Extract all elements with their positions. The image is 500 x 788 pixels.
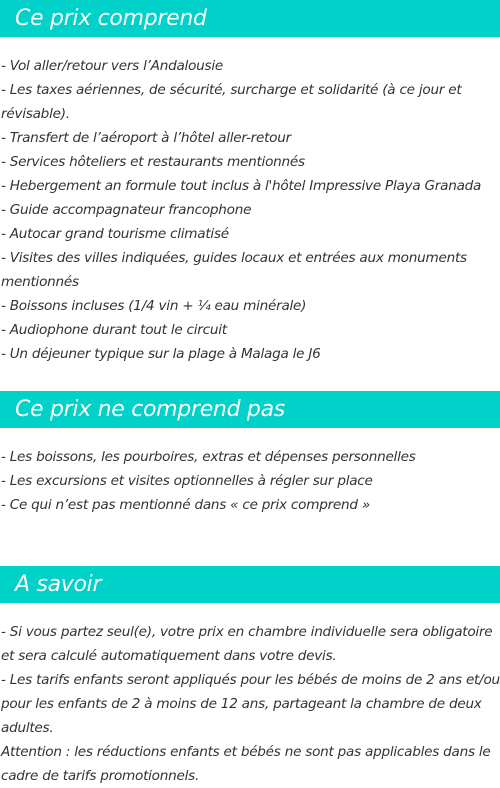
excludes-list [0, 445, 500, 517]
list-item: - Guide accompagnateur francophone [1, 202, 252, 218]
list-item: - Hebergement an formule tout inclus à l'hôtel Impressive Playa Granada [1, 178, 482, 194]
list-item: - Les taxes aériennes, de sécurité, surcharge et solidarité (à ce jour et révisable). [1, 82, 462, 122]
list-item: Attention : les réductions enfants et bébés ne sont pas applicables dans le cadre de tarifs promotionnels. [1, 744, 491, 784]
list-item: - Autocar grand tourisme climatisé [1, 226, 229, 242]
list-item: - Vol aller/retour vers l’Andalousie [1, 58, 223, 74]
section-includes [0, 0, 500, 366]
section-title-excludes: Ce prix ne comprend pas [0, 391, 500, 428]
section-title-good-to-know: A savoir [0, 566, 500, 603]
section-good-to-know [0, 566, 500, 788]
list-item: - Les boissons, les pourboires, extras et dépenses personnelles [1, 449, 416, 465]
list-item: - Un déjeuner typique sur la plage à Malaga le J6 [1, 346, 321, 362]
list-item: - Visites des villes indiquées, guides locaux et entrées aux monuments mentionnés [1, 250, 467, 290]
includes-list [0, 54, 500, 366]
list-item: - Si vous partez seul(e), votre prix en chambre individuelle sera obligatoire et sera calculé automatiquement dans votre devis. [1, 624, 493, 664]
list-item: - Boissons incluses (1/4 vin + ¼ eau minérale) [1, 298, 307, 314]
list-item: - Transfert de l’aéroport à l’hôtel aller-retour [1, 130, 291, 146]
list-item: - Ce qui n’est pas mentionné dans « ce prix comprend » [1, 497, 370, 513]
list-item: - Audiophone durant tout le circuit [1, 322, 227, 338]
section-excludes [0, 391, 500, 517]
list-item: - Les excursions et visites optionnelles à régler sur place [1, 473, 373, 489]
section-title-includes: Ce prix comprend [0, 0, 500, 37]
list-item: - Services hôteliers et restaurants mentionnés [1, 154, 305, 170]
list-item: - Les tarifs enfants seront appliqués pour les bébés de moins de 2 ans et/ou pour les enfants de 2 à moins de 12 ans, partageant la chambre de deux adultes. [1, 672, 500, 736]
